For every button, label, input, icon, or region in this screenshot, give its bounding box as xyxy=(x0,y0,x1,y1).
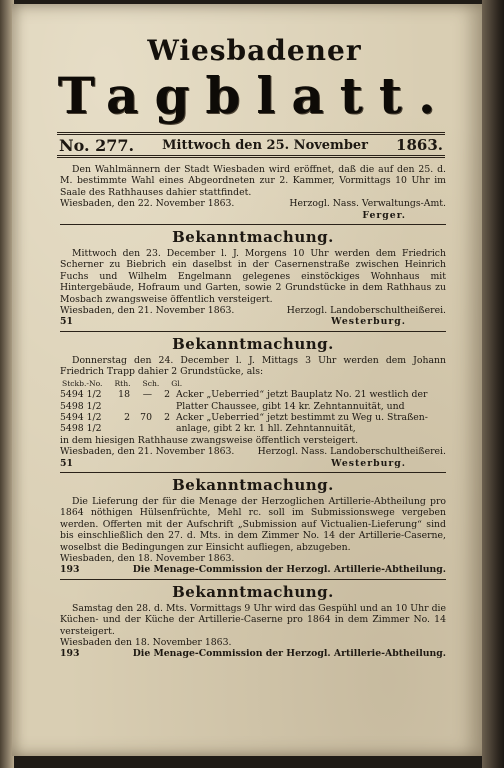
parcel-sch: 70 xyxy=(140,411,152,423)
notice-number: 51 xyxy=(60,316,73,328)
notice-text: Samstag den 28. d. Mts. Vormittags 9 Uhr wird das Gespühl und an 10 Uhr die Küchen- und der Küche der Artillerie-Caserne pro 1864 in dem Zimmer No. 14 versteigert. xyxy=(60,602,446,637)
notice-lieferung xyxy=(60,476,446,576)
divider-rule xyxy=(60,224,446,225)
place-date: Wiesbaden, den 18. November 1863. xyxy=(60,552,235,564)
notice-heading: Bekanntmachung. xyxy=(172,475,334,494)
notice-scherner xyxy=(60,228,446,328)
notice-number-row xyxy=(60,316,446,327)
col-rth: Rth. xyxy=(114,378,131,388)
notice-text: Den Wahlmännern der Stadt Wiesbaden wird eröffnet, daß die auf den 25. d. M. bestimmte Wahl eines Abgeordneten zur 2. Kammer, Vormittags 10 Uhr im Saale des Rathhauses dahier stattfindet. xyxy=(60,164,446,198)
parcel-table-header xyxy=(60,378,446,389)
notice-signature-line xyxy=(60,446,446,457)
notice-election xyxy=(60,164,446,221)
parcel-sch xyxy=(130,423,152,434)
divider-rule xyxy=(60,331,446,332)
col-stckb: Stckb.-No. xyxy=(62,378,103,388)
notice-text: Die Lieferung der für die Menage der Herzoglichen Artillerie-Abtheilung pro 1864 nöthigen Hülsenfrüchte, Mehl rc. soll im Submissionswege vergeben werden. Offerten mit der Aufschrift „Submission auf Victualien-Lieferung“ sind bis einschließlich den 27. d. Mts. in dem Zimmer No. 14 der Artillerie-Caserne, woselbst die Bedingungen zur Einsicht aufliegen, abzugeben. xyxy=(60,495,446,553)
authority: Die Menage-Commission der Herzogl. Artillerie-Abtheilung. xyxy=(132,564,446,576)
right-page-edge xyxy=(482,0,504,768)
divider-rule xyxy=(60,472,446,473)
parcel-row xyxy=(60,423,446,434)
parcel-desc: Acker „Ueberried“ jetzt bestimmt zu Weg u. Straßen- xyxy=(176,411,428,423)
parcel-row xyxy=(60,412,446,423)
place-date: Wiesbaden, den 21. November 1863. xyxy=(60,305,235,317)
notice-heading: Bekanntmachung. xyxy=(172,228,334,247)
issue-number: No. 277. xyxy=(59,135,135,155)
notice-number: 193 xyxy=(60,564,80,576)
issue-year: 1863. xyxy=(396,136,443,154)
notice-number: 51 xyxy=(60,457,73,469)
notice-versteigerung xyxy=(60,583,446,660)
notice-number-row xyxy=(60,648,446,659)
parcel-desc: anlage, gibt 2 kr. 1 hll. Zehntannuität, xyxy=(176,423,356,435)
notice-tail: in dem hiesigen Rathhause zwangsweise öffentlich versteigert. xyxy=(60,434,359,446)
divider-rule xyxy=(60,579,446,580)
notice-signature-line xyxy=(60,198,446,209)
notice-number-row xyxy=(60,564,446,575)
parcel-desc: Acker „Ueberried“ jetzt Bauplatz No. 21 westlich der xyxy=(176,389,428,401)
col-sch: Sch. xyxy=(142,378,160,388)
parcel-rth: 2 xyxy=(124,411,130,423)
parcel-row xyxy=(60,401,446,412)
authority: Herzogl. Nass. Landoberschultheißerei. xyxy=(257,446,446,458)
masthead xyxy=(57,6,452,134)
notice-text: Mittwoch den 23. December l. J. Morgens 10 Uhr werden dem Friedrich Scherner zu Biebrich ein daselbst in der Casernenstraße zwischen Heinrich Fuchs und Wilhelm Engelmann gelegenes einstöckiges Wohnhaus mit Hintergebäude, Hofraum und Garten, sowie 2 Grundstücke in dem Rathhaus zu Mosbach zwangsweise öffentlich versteigert. xyxy=(60,248,446,305)
parcel-rth xyxy=(108,423,130,434)
parcel-row xyxy=(60,389,446,400)
parcel-no: 5494 1/2 xyxy=(60,411,102,423)
notice-heading: Bekanntmachung. xyxy=(172,334,334,353)
notice-number-row xyxy=(60,458,446,469)
notices-column xyxy=(60,164,446,660)
masthead-title: Tagblatt. xyxy=(57,66,452,125)
parcel-desc: Platter Chaussee, gibt 14 kr. Zehntannuität, und xyxy=(176,400,405,412)
parcel-no: 5498 1/2 xyxy=(60,400,102,412)
notice-heading: Bekanntmachung. xyxy=(172,582,334,601)
place-date: Wiesbaden, den 22. November 1863. xyxy=(60,198,235,210)
authority: Herzogl. Landoberschultheißerei. xyxy=(286,305,446,317)
notice-signature-line xyxy=(60,305,446,316)
parcel-sch: — xyxy=(142,389,152,401)
newspaper-page xyxy=(12,4,482,756)
place-date: Wiesbaden den 18. November 1863. xyxy=(60,637,232,648)
parcel-rth: 18 xyxy=(118,389,130,401)
notice-trapp xyxy=(60,335,446,469)
place-date: Wiesbaden, den 21. November 1863. xyxy=(60,446,235,458)
authority: Die Menage-Commission der Herzogl. Artillerie-Abtheilung. xyxy=(132,648,446,660)
parcel-rth xyxy=(108,401,130,412)
signer: Westerburg. xyxy=(331,316,406,328)
parcel-gl xyxy=(152,423,176,434)
issue-date: Mittwoch den 25. November xyxy=(162,137,369,153)
signer: Westerburg. xyxy=(331,457,406,469)
parcel-sch xyxy=(130,401,152,412)
signer: Ferger. xyxy=(362,209,406,221)
notice-number: 193 xyxy=(60,648,80,660)
authority: Herzogl. Nass. Verwaltungs-Amt. xyxy=(289,198,446,210)
issue-bar xyxy=(57,132,445,158)
col-gl: Gl. xyxy=(171,378,183,388)
parcel-gl: 2 xyxy=(164,389,170,401)
parcel-gl: 2 xyxy=(164,411,170,423)
parcel-no: 5494 1/2 xyxy=(60,389,102,401)
parcel-gl xyxy=(152,401,176,412)
notice-text: Donnerstag den 24. December l. J. Mittags 3 Uhr werden dem Johann Friedrich Trapp dahier 2 Grundstücke, als: xyxy=(60,354,446,378)
parcel-no: 5498 1/2 xyxy=(60,423,102,435)
masthead-line1: Wiesbadener xyxy=(147,34,362,67)
